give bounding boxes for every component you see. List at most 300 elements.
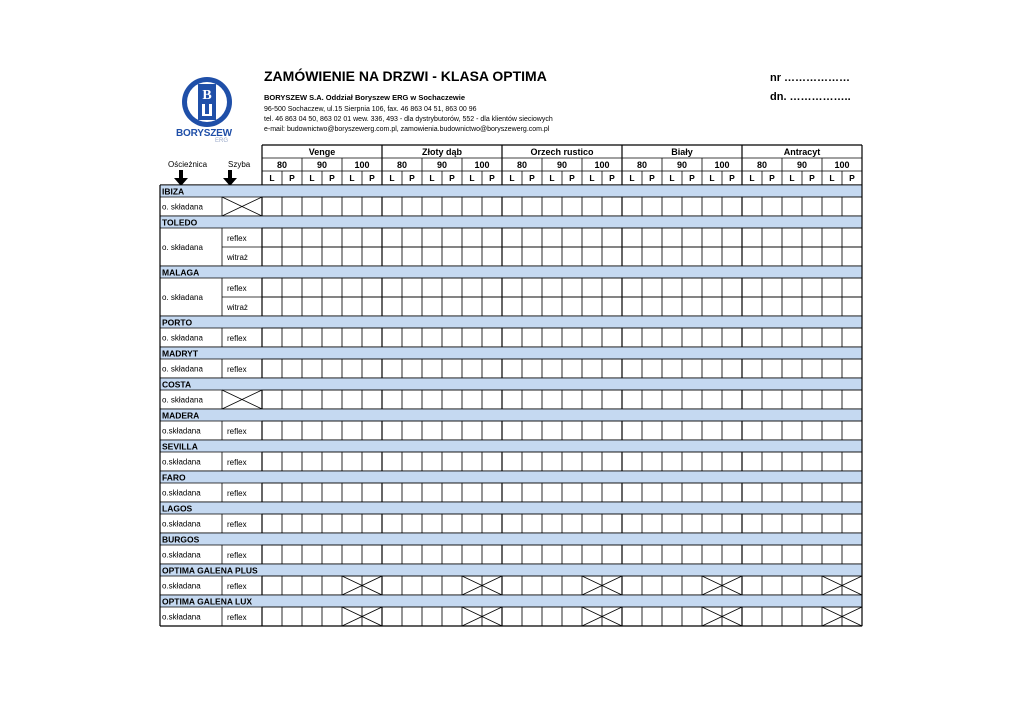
quantity-cell[interactable] bbox=[342, 228, 362, 247]
quantity-cell[interactable] bbox=[382, 421, 402, 440]
quantity-cell[interactable] bbox=[662, 514, 682, 533]
quantity-cell[interactable] bbox=[822, 359, 842, 378]
quantity-cell[interactable] bbox=[582, 197, 602, 216]
quantity-cell[interactable] bbox=[822, 297, 842, 316]
quantity-cell[interactable] bbox=[422, 607, 442, 626]
quantity-cell[interactable] bbox=[462, 278, 482, 297]
order-number-field[interactable]: nr ……………… bbox=[770, 72, 851, 84]
quantity-cell[interactable] bbox=[562, 514, 582, 533]
quantity-cell[interactable] bbox=[782, 247, 802, 266]
quantity-cell[interactable] bbox=[562, 576, 582, 595]
quantity-cell[interactable] bbox=[322, 390, 342, 409]
quantity-cell[interactable] bbox=[842, 359, 862, 378]
quantity-cell[interactable] bbox=[482, 545, 502, 564]
quantity-cell[interactable] bbox=[562, 483, 582, 502]
quantity-cell[interactable] bbox=[602, 278, 622, 297]
quantity-cell[interactable] bbox=[382, 297, 402, 316]
quantity-cell[interactable] bbox=[262, 297, 282, 316]
quantity-cell[interactable] bbox=[462, 514, 482, 533]
quantity-cell[interactable] bbox=[602, 545, 622, 564]
quantity-cell[interactable] bbox=[822, 576, 842, 595]
quantity-cell[interactable] bbox=[802, 452, 822, 471]
quantity-cell[interactable] bbox=[822, 328, 842, 347]
quantity-cell[interactable] bbox=[582, 452, 602, 471]
quantity-cell[interactable] bbox=[622, 421, 642, 440]
quantity-cell[interactable] bbox=[302, 390, 322, 409]
quantity-cell[interactable] bbox=[382, 328, 402, 347]
quantity-cell[interactable] bbox=[462, 576, 482, 595]
quantity-cell[interactable] bbox=[562, 421, 582, 440]
quantity-cell[interactable] bbox=[502, 228, 522, 247]
quantity-cell[interactable] bbox=[622, 278, 642, 297]
quantity-cell[interactable] bbox=[542, 452, 562, 471]
quantity-cell[interactable] bbox=[262, 359, 282, 378]
quantity-cell[interactable] bbox=[682, 576, 702, 595]
quantity-cell[interactable] bbox=[362, 328, 382, 347]
quantity-cell[interactable] bbox=[362, 607, 382, 626]
quantity-cell[interactable] bbox=[302, 514, 322, 533]
quantity-cell[interactable] bbox=[342, 421, 362, 440]
quantity-cell[interactable] bbox=[362, 452, 382, 471]
quantity-cell[interactable] bbox=[662, 359, 682, 378]
quantity-cell[interactable] bbox=[402, 607, 422, 626]
quantity-cell[interactable] bbox=[362, 514, 382, 533]
quantity-cell[interactable] bbox=[442, 452, 462, 471]
quantity-cell[interactable] bbox=[482, 359, 502, 378]
quantity-cell[interactable] bbox=[762, 328, 782, 347]
quantity-cell[interactable] bbox=[702, 452, 722, 471]
quantity-cell[interactable] bbox=[322, 545, 342, 564]
quantity-cell[interactable] bbox=[262, 278, 282, 297]
quantity-cell[interactable] bbox=[682, 483, 702, 502]
quantity-cell[interactable] bbox=[282, 545, 302, 564]
quantity-cell[interactable] bbox=[322, 607, 342, 626]
quantity-cell[interactable] bbox=[322, 197, 342, 216]
quantity-cell[interactable] bbox=[342, 328, 362, 347]
quantity-cell[interactable] bbox=[782, 390, 802, 409]
quantity-cell[interactable] bbox=[662, 278, 682, 297]
quantity-cell[interactable] bbox=[742, 328, 762, 347]
quantity-cell[interactable] bbox=[462, 197, 482, 216]
quantity-cell[interactable] bbox=[802, 278, 822, 297]
quantity-cell[interactable] bbox=[642, 421, 662, 440]
quantity-cell[interactable] bbox=[722, 247, 742, 266]
quantity-cell[interactable] bbox=[742, 228, 762, 247]
quantity-cell[interactable] bbox=[442, 328, 462, 347]
quantity-cell[interactable] bbox=[782, 278, 802, 297]
quantity-cell[interactable] bbox=[622, 545, 642, 564]
quantity-cell[interactable] bbox=[762, 545, 782, 564]
quantity-cell[interactable] bbox=[362, 228, 382, 247]
quantity-cell[interactable] bbox=[642, 576, 662, 595]
quantity-cell[interactable] bbox=[362, 421, 382, 440]
quantity-cell[interactable] bbox=[602, 514, 622, 533]
quantity-cell[interactable] bbox=[702, 483, 722, 502]
quantity-cell[interactable] bbox=[742, 278, 762, 297]
quantity-cell[interactable] bbox=[542, 390, 562, 409]
quantity-cell[interactable] bbox=[582, 421, 602, 440]
quantity-cell[interactable] bbox=[602, 576, 622, 595]
quantity-cell[interactable] bbox=[522, 607, 542, 626]
quantity-cell[interactable] bbox=[382, 228, 402, 247]
quantity-cell[interactable] bbox=[682, 607, 702, 626]
quantity-cell[interactable] bbox=[422, 390, 442, 409]
quantity-cell[interactable] bbox=[602, 297, 622, 316]
quantity-cell[interactable] bbox=[422, 278, 442, 297]
quantity-cell[interactable] bbox=[442, 607, 462, 626]
quantity-cell[interactable] bbox=[362, 483, 382, 502]
quantity-cell[interactable] bbox=[462, 328, 482, 347]
quantity-cell[interactable] bbox=[842, 247, 862, 266]
quantity-cell[interactable] bbox=[802, 576, 822, 595]
quantity-cell[interactable] bbox=[482, 421, 502, 440]
quantity-cell[interactable] bbox=[402, 576, 422, 595]
quantity-cell[interactable] bbox=[682, 514, 702, 533]
quantity-cell[interactable] bbox=[702, 514, 722, 533]
quantity-cell[interactable] bbox=[802, 197, 822, 216]
quantity-cell[interactable] bbox=[622, 390, 642, 409]
quantity-cell[interactable] bbox=[262, 514, 282, 533]
quantity-cell[interactable] bbox=[422, 228, 442, 247]
quantity-cell[interactable] bbox=[762, 514, 782, 533]
quantity-cell[interactable] bbox=[462, 545, 482, 564]
quantity-cell[interactable] bbox=[662, 390, 682, 409]
quantity-cell[interactable] bbox=[802, 359, 822, 378]
quantity-cell[interactable] bbox=[582, 483, 602, 502]
quantity-cell[interactable] bbox=[262, 421, 282, 440]
quantity-cell[interactable] bbox=[542, 421, 562, 440]
quantity-cell[interactable] bbox=[382, 483, 402, 502]
quantity-cell[interactable] bbox=[822, 197, 842, 216]
quantity-cell[interactable] bbox=[382, 514, 402, 533]
quantity-cell[interactable] bbox=[682, 452, 702, 471]
quantity-cell[interactable] bbox=[782, 576, 802, 595]
quantity-cell[interactable] bbox=[602, 452, 622, 471]
quantity-cell[interactable] bbox=[842, 576, 862, 595]
quantity-cell[interactable] bbox=[282, 359, 302, 378]
quantity-cell[interactable] bbox=[662, 452, 682, 471]
quantity-cell[interactable] bbox=[842, 228, 862, 247]
quantity-cell[interactable] bbox=[302, 247, 322, 266]
quantity-cell[interactable] bbox=[822, 278, 842, 297]
quantity-cell[interactable] bbox=[582, 390, 602, 409]
quantity-cell[interactable] bbox=[622, 197, 642, 216]
quantity-cell[interactable] bbox=[702, 297, 722, 316]
quantity-cell[interactable] bbox=[562, 452, 582, 471]
quantity-cell[interactable] bbox=[642, 247, 662, 266]
quantity-cell[interactable] bbox=[542, 197, 562, 216]
quantity-cell[interactable] bbox=[782, 421, 802, 440]
quantity-cell[interactable] bbox=[442, 514, 462, 533]
quantity-cell[interactable] bbox=[502, 545, 522, 564]
quantity-cell[interactable] bbox=[702, 359, 722, 378]
quantity-cell[interactable] bbox=[342, 390, 362, 409]
quantity-cell[interactable] bbox=[362, 390, 382, 409]
quantity-cell[interactable] bbox=[522, 197, 542, 216]
quantity-cell[interactable] bbox=[362, 576, 382, 595]
quantity-cell[interactable] bbox=[542, 576, 562, 595]
quantity-cell[interactable] bbox=[442, 483, 462, 502]
quantity-cell[interactable] bbox=[782, 607, 802, 626]
quantity-cell[interactable] bbox=[582, 514, 602, 533]
quantity-cell[interactable] bbox=[482, 514, 502, 533]
quantity-cell[interactable] bbox=[422, 359, 442, 378]
quantity-cell[interactable] bbox=[582, 359, 602, 378]
quantity-cell[interactable] bbox=[442, 576, 462, 595]
quantity-cell[interactable] bbox=[482, 390, 502, 409]
quantity-cell[interactable] bbox=[762, 452, 782, 471]
quantity-cell[interactable] bbox=[842, 390, 862, 409]
quantity-cell[interactable] bbox=[322, 278, 342, 297]
quantity-cell[interactable] bbox=[482, 278, 502, 297]
quantity-cell[interactable] bbox=[502, 421, 522, 440]
quantity-cell[interactable] bbox=[722, 421, 742, 440]
quantity-cell[interactable] bbox=[622, 359, 642, 378]
quantity-cell[interactable] bbox=[762, 247, 782, 266]
quantity-cell[interactable] bbox=[722, 278, 742, 297]
quantity-cell[interactable] bbox=[482, 483, 502, 502]
quantity-cell[interactable] bbox=[622, 576, 642, 595]
quantity-cell[interactable] bbox=[422, 421, 442, 440]
quantity-cell[interactable] bbox=[722, 228, 742, 247]
quantity-cell[interactable] bbox=[842, 607, 862, 626]
quantity-cell[interactable] bbox=[822, 545, 842, 564]
quantity-cell[interactable] bbox=[442, 421, 462, 440]
quantity-cell[interactable] bbox=[582, 247, 602, 266]
quantity-cell[interactable] bbox=[582, 278, 602, 297]
quantity-cell[interactable] bbox=[822, 421, 842, 440]
quantity-cell[interactable] bbox=[802, 545, 822, 564]
quantity-cell[interactable] bbox=[842, 278, 862, 297]
quantity-cell[interactable] bbox=[702, 328, 722, 347]
quantity-cell[interactable] bbox=[722, 359, 742, 378]
quantity-cell[interactable] bbox=[722, 514, 742, 533]
quantity-cell[interactable] bbox=[742, 247, 762, 266]
quantity-cell[interactable] bbox=[282, 607, 302, 626]
quantity-cell[interactable] bbox=[462, 483, 482, 502]
quantity-cell[interactable] bbox=[422, 197, 442, 216]
quantity-cell[interactable] bbox=[422, 452, 442, 471]
quantity-cell[interactable] bbox=[522, 328, 542, 347]
quantity-cell[interactable] bbox=[502, 390, 522, 409]
quantity-cell[interactable] bbox=[322, 483, 342, 502]
quantity-cell[interactable] bbox=[482, 607, 502, 626]
quantity-cell[interactable] bbox=[482, 452, 502, 471]
quantity-cell[interactable] bbox=[322, 421, 342, 440]
quantity-cell[interactable] bbox=[662, 607, 682, 626]
quantity-cell[interactable] bbox=[282, 247, 302, 266]
quantity-cell[interactable] bbox=[282, 576, 302, 595]
quantity-cell[interactable] bbox=[642, 514, 662, 533]
quantity-cell[interactable] bbox=[642, 359, 662, 378]
quantity-cell[interactable] bbox=[762, 421, 782, 440]
quantity-cell[interactable] bbox=[682, 545, 702, 564]
quantity-cell[interactable] bbox=[342, 197, 362, 216]
quantity-cell[interactable] bbox=[502, 576, 522, 595]
quantity-cell[interactable] bbox=[542, 607, 562, 626]
quantity-cell[interactable] bbox=[522, 452, 542, 471]
quantity-cell[interactable] bbox=[522, 545, 542, 564]
quantity-cell[interactable] bbox=[542, 359, 562, 378]
quantity-cell[interactable] bbox=[442, 297, 462, 316]
quantity-cell[interactable] bbox=[342, 545, 362, 564]
quantity-cell[interactable] bbox=[622, 483, 642, 502]
quantity-cell[interactable] bbox=[782, 514, 802, 533]
quantity-cell[interactable] bbox=[782, 328, 802, 347]
quantity-cell[interactable] bbox=[722, 390, 742, 409]
quantity-cell[interactable] bbox=[702, 390, 722, 409]
quantity-cell[interactable] bbox=[382, 576, 402, 595]
quantity-cell[interactable] bbox=[402, 297, 422, 316]
quantity-cell[interactable] bbox=[802, 328, 822, 347]
quantity-cell[interactable] bbox=[842, 421, 862, 440]
quantity-cell[interactable] bbox=[802, 247, 822, 266]
quantity-cell[interactable] bbox=[602, 359, 622, 378]
quantity-cell[interactable] bbox=[382, 247, 402, 266]
quantity-cell[interactable] bbox=[282, 483, 302, 502]
quantity-cell[interactable] bbox=[442, 390, 462, 409]
quantity-cell[interactable] bbox=[722, 197, 742, 216]
quantity-cell[interactable] bbox=[302, 328, 322, 347]
quantity-cell[interactable] bbox=[582, 576, 602, 595]
quantity-cell[interactable] bbox=[822, 390, 842, 409]
quantity-cell[interactable] bbox=[522, 228, 542, 247]
quantity-cell[interactable] bbox=[542, 297, 562, 316]
quantity-cell[interactable] bbox=[262, 545, 282, 564]
quantity-cell[interactable] bbox=[662, 297, 682, 316]
quantity-cell[interactable] bbox=[762, 390, 782, 409]
quantity-cell[interactable] bbox=[662, 421, 682, 440]
quantity-cell[interactable] bbox=[522, 359, 542, 378]
quantity-cell[interactable] bbox=[282, 197, 302, 216]
quantity-cell[interactable] bbox=[602, 247, 622, 266]
quantity-cell[interactable] bbox=[322, 228, 342, 247]
quantity-cell[interactable] bbox=[822, 607, 842, 626]
quantity-cell[interactable] bbox=[682, 359, 702, 378]
quantity-cell[interactable] bbox=[642, 278, 662, 297]
quantity-cell[interactable] bbox=[762, 483, 782, 502]
quantity-cell[interactable] bbox=[302, 197, 322, 216]
quantity-cell[interactable] bbox=[482, 247, 502, 266]
quantity-cell[interactable] bbox=[382, 545, 402, 564]
quantity-cell[interactable] bbox=[382, 390, 402, 409]
quantity-cell[interactable] bbox=[262, 247, 282, 266]
quantity-cell[interactable] bbox=[802, 228, 822, 247]
quantity-cell[interactable] bbox=[402, 359, 422, 378]
quantity-cell[interactable] bbox=[462, 228, 482, 247]
quantity-cell[interactable] bbox=[682, 228, 702, 247]
quantity-cell[interactable] bbox=[642, 452, 662, 471]
quantity-cell[interactable] bbox=[542, 514, 562, 533]
quantity-cell[interactable] bbox=[762, 607, 782, 626]
quantity-cell[interactable] bbox=[642, 545, 662, 564]
quantity-cell[interactable] bbox=[742, 297, 762, 316]
quantity-cell[interactable] bbox=[722, 297, 742, 316]
quantity-cell[interactable] bbox=[502, 197, 522, 216]
quantity-cell[interactable] bbox=[322, 247, 342, 266]
quantity-cell[interactable] bbox=[302, 228, 322, 247]
quantity-cell[interactable] bbox=[742, 421, 762, 440]
quantity-cell[interactable] bbox=[782, 197, 802, 216]
quantity-cell[interactable] bbox=[262, 228, 282, 247]
quantity-cell[interactable] bbox=[262, 452, 282, 471]
quantity-cell[interactable] bbox=[382, 607, 402, 626]
quantity-cell[interactable] bbox=[642, 483, 662, 502]
quantity-cell[interactable] bbox=[462, 607, 482, 626]
quantity-cell[interactable] bbox=[322, 297, 342, 316]
quantity-cell[interactable] bbox=[302, 421, 322, 440]
quantity-cell[interactable] bbox=[262, 607, 282, 626]
quantity-cell[interactable] bbox=[422, 328, 442, 347]
quantity-cell[interactable] bbox=[662, 545, 682, 564]
quantity-cell[interactable] bbox=[602, 328, 622, 347]
quantity-cell[interactable] bbox=[762, 278, 782, 297]
quantity-cell[interactable] bbox=[602, 421, 622, 440]
quantity-cell[interactable] bbox=[562, 247, 582, 266]
quantity-cell[interactable] bbox=[722, 452, 742, 471]
quantity-cell[interactable] bbox=[542, 328, 562, 347]
quantity-cell[interactable] bbox=[622, 452, 642, 471]
quantity-cell[interactable] bbox=[762, 297, 782, 316]
quantity-cell[interactable] bbox=[842, 328, 862, 347]
quantity-cell[interactable] bbox=[682, 328, 702, 347]
quantity-cell[interactable] bbox=[402, 452, 422, 471]
quantity-cell[interactable] bbox=[642, 607, 662, 626]
quantity-cell[interactable] bbox=[422, 545, 442, 564]
quantity-cell[interactable] bbox=[842, 514, 862, 533]
quantity-cell[interactable] bbox=[582, 607, 602, 626]
quantity-cell[interactable] bbox=[502, 607, 522, 626]
quantity-cell[interactable] bbox=[302, 607, 322, 626]
quantity-cell[interactable] bbox=[682, 197, 702, 216]
quantity-cell[interactable] bbox=[362, 359, 382, 378]
quantity-cell[interactable] bbox=[362, 197, 382, 216]
quantity-cell[interactable] bbox=[722, 483, 742, 502]
quantity-cell[interactable] bbox=[482, 576, 502, 595]
quantity-cell[interactable] bbox=[442, 278, 462, 297]
quantity-cell[interactable] bbox=[702, 607, 722, 626]
quantity-cell[interactable] bbox=[562, 297, 582, 316]
quantity-cell[interactable] bbox=[742, 390, 762, 409]
quantity-cell[interactable] bbox=[742, 483, 762, 502]
quantity-cell[interactable] bbox=[382, 197, 402, 216]
quantity-cell[interactable] bbox=[462, 390, 482, 409]
quantity-cell[interactable] bbox=[562, 607, 582, 626]
quantity-cell[interactable] bbox=[422, 514, 442, 533]
quantity-cell[interactable] bbox=[642, 297, 662, 316]
quantity-cell[interactable] bbox=[762, 228, 782, 247]
quantity-cell[interactable] bbox=[402, 197, 422, 216]
quantity-cell[interactable] bbox=[302, 452, 322, 471]
quantity-cell[interactable] bbox=[502, 359, 522, 378]
quantity-cell[interactable] bbox=[462, 452, 482, 471]
quantity-cell[interactable] bbox=[502, 514, 522, 533]
quantity-cell[interactable] bbox=[542, 228, 562, 247]
quantity-cell[interactable] bbox=[402, 545, 422, 564]
quantity-cell[interactable] bbox=[322, 576, 342, 595]
quantity-cell[interactable] bbox=[502, 483, 522, 502]
quantity-cell[interactable] bbox=[282, 514, 302, 533]
quantity-cell[interactable] bbox=[262, 483, 282, 502]
quantity-cell[interactable] bbox=[362, 247, 382, 266]
quantity-cell[interactable] bbox=[842, 452, 862, 471]
quantity-cell[interactable] bbox=[342, 247, 362, 266]
quantity-cell[interactable] bbox=[462, 359, 482, 378]
quantity-cell[interactable] bbox=[522, 421, 542, 440]
quantity-cell[interactable] bbox=[502, 278, 522, 297]
quantity-cell[interactable] bbox=[662, 247, 682, 266]
quantity-cell[interactable] bbox=[822, 514, 842, 533]
